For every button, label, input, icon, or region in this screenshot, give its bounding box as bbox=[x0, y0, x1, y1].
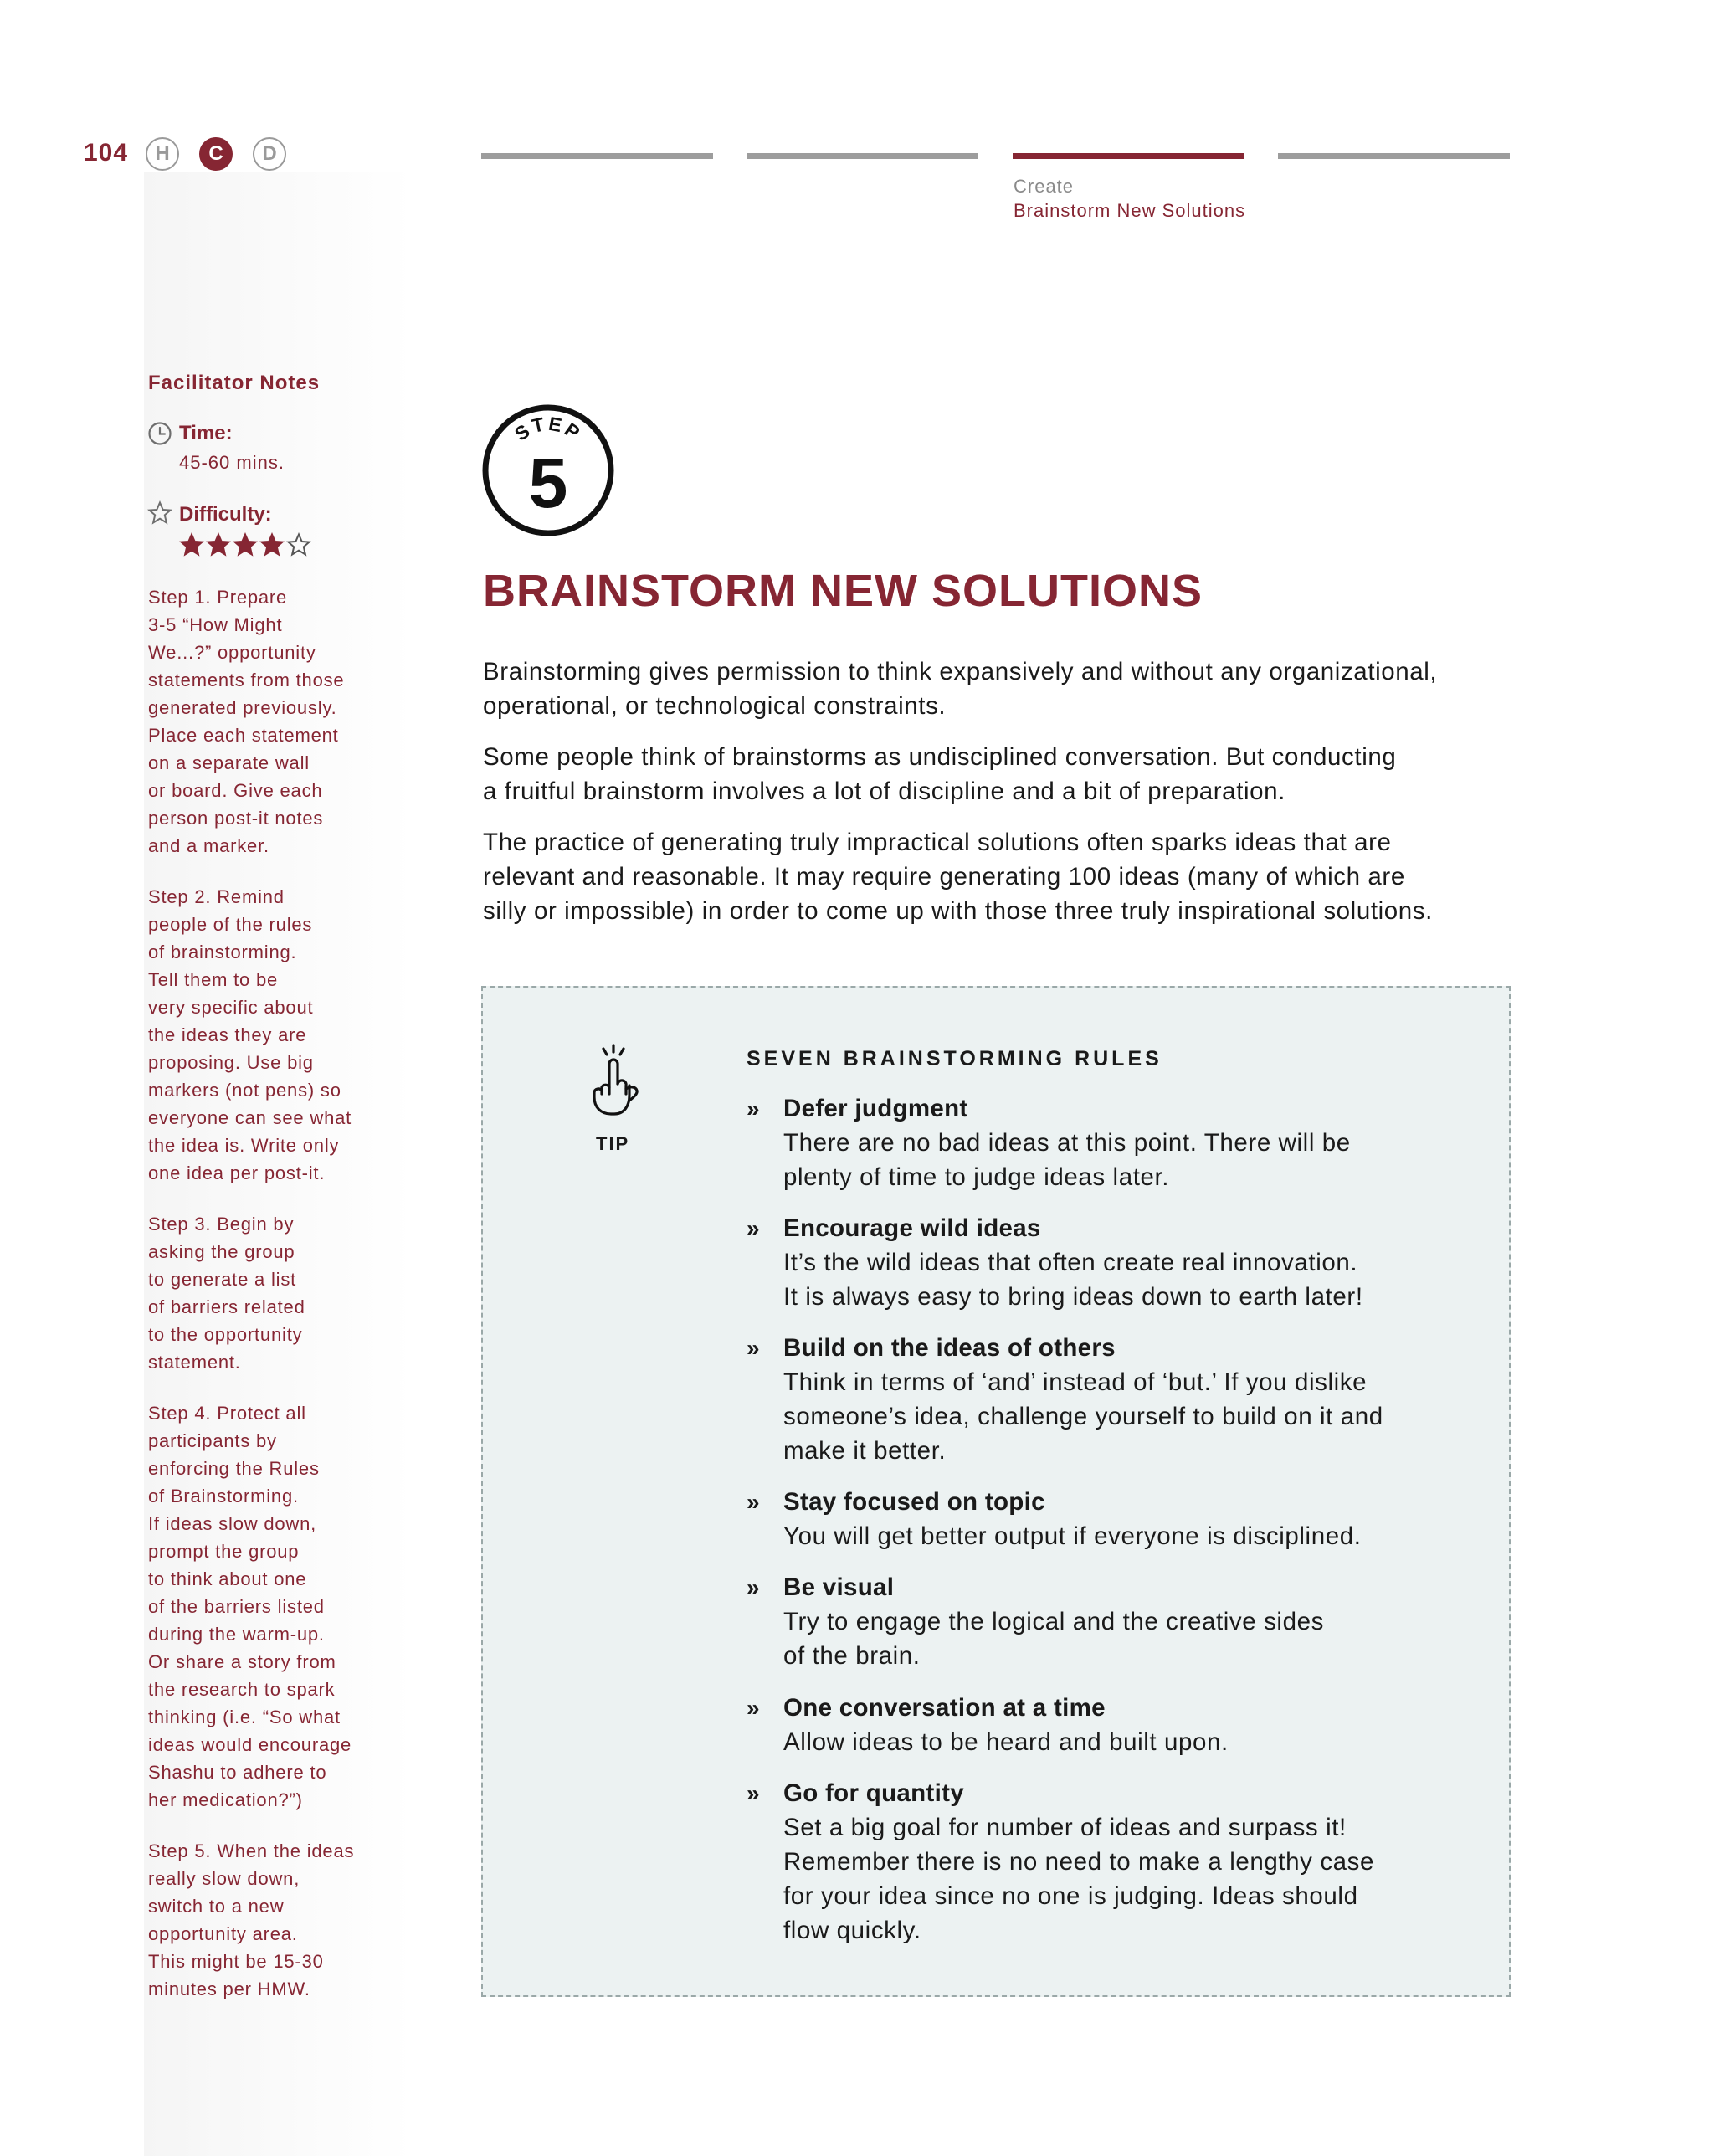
step-number: 5 bbox=[528, 444, 568, 522]
time-value: 45-60 mins. bbox=[179, 452, 285, 473]
page-number: 104 bbox=[84, 139, 129, 167]
difficulty-stars bbox=[179, 532, 311, 557]
note-step-4: Step 4. Protect all participants by enforcing the Rules of Brainstorming. If ideas slow down, prompt the group to think about one of the barriers listed during the warm-up. Or share a story from the research to spark thinking (i.e. “So what ideas would encourage Shashu to adhere to her medication?”) bbox=[148, 1403, 352, 1810]
rule-bullet: » bbox=[747, 1096, 760, 1122]
rule-bullet: » bbox=[747, 1780, 760, 1806]
rule-bullet: » bbox=[747, 1574, 760, 1600]
rule-heading: Go for quantity bbox=[783, 1779, 964, 1807]
star-empty-icon bbox=[286, 532, 311, 557]
rule-body: Try to engage the logical and the creative sides of the brain. bbox=[783, 1608, 1324, 1670]
raised-finger-hand-icon bbox=[582, 1042, 645, 1122]
rule-heading: Stay focused on topic bbox=[783, 1488, 1045, 1516]
section-badge-d: D bbox=[253, 137, 286, 171]
progress-step-4 bbox=[1278, 153, 1510, 159]
tip-label: TIP bbox=[596, 1133, 630, 1154]
step-badge bbox=[481, 403, 615, 537]
star-filled-icon bbox=[206, 532, 231, 557]
rule-bullet: » bbox=[747, 1335, 760, 1361]
rule-heading: One conversation at a time bbox=[783, 1694, 1106, 1722]
progress-step-3-active bbox=[1013, 153, 1244, 159]
section-badge-c-active: C bbox=[199, 137, 233, 171]
note-step-2: Step 2. Remind people of the rules of brainstorming. Tell them to be very specific about the ideas they are proposing. Use big markers (not pens) so everyone can see what the idea is. Write only one idea per post-it. bbox=[148, 886, 352, 1183]
star-outline-icon bbox=[147, 501, 172, 526]
rule-heading: Be visual bbox=[783, 1573, 895, 1601]
section-badge-h: H bbox=[146, 137, 179, 171]
progress-step-2 bbox=[747, 153, 978, 159]
breadcrumb-phase: Create bbox=[1014, 176, 1075, 197]
time-label: Time: bbox=[179, 422, 233, 444]
rule-heading: Defer judgment bbox=[783, 1095, 968, 1122]
difficulty-label: Difficulty: bbox=[179, 503, 272, 526]
rule-bullet: » bbox=[747, 1695, 760, 1721]
rule-body: There are no bad ideas at this point. There will be plenty of time to judge ideas later. bbox=[783, 1129, 1351, 1191]
facilitator-notes-title: Facilitator Notes bbox=[148, 372, 321, 394]
rule-body: You will get better output if everyone is disciplined. bbox=[783, 1522, 1362, 1550]
note-step-5: Step 5. When the ideas really slow down, switch to a new opportunity area. This might be 15-30 minutes per HMW. bbox=[148, 1840, 355, 1999]
star-filled-icon bbox=[259, 532, 285, 557]
rule-body: It’s the wild ideas that often create real innovation. It is always easy to bring ideas down to earth later! bbox=[783, 1249, 1363, 1311]
star-filled-icon bbox=[179, 532, 204, 557]
rules-title: SEVEN BRAINSTORMING RULES bbox=[747, 1047, 1162, 1070]
step-word: STEP bbox=[511, 412, 586, 445]
star-filled-icon bbox=[233, 532, 258, 557]
intro-paragraph-1: Brainstorming gives permission to think expansively and without any organizational, operational, or technological constraints. bbox=[483, 658, 1438, 720]
note-step-1: Step 1. Prepare 3-5 “How Might We...?” opportunity statements from those generated previously. Place each statement on a separate wall or board. Give each person post-it notes and a marker. bbox=[148, 587, 345, 856]
rule-body: Allow ideas to be heard and built upon. bbox=[783, 1728, 1229, 1756]
rule-bullet: » bbox=[747, 1489, 760, 1515]
clock-icon bbox=[147, 421, 172, 446]
rule-body: Set a big goal for number of ideas and surpass it! Remember there is no need to make a lengthy case for your idea since no one is judging. Ideas should flow quickly. bbox=[783, 1814, 1375, 1944]
rule-heading: Build on the ideas of others bbox=[783, 1334, 1116, 1362]
page-title: BRAINSTORM NEW SOLUTIONS bbox=[483, 566, 1203, 616]
rule-heading: Encourage wild ideas bbox=[783, 1214, 1041, 1242]
intro-paragraph-3: The practice of generating truly impractical solutions often sparks ideas that are relevant and reasonable. It may require generating 100 ideas (many of which are silly or impossible) in order to come up with those three truly inspirational solutions. bbox=[483, 829, 1433, 925]
breadcrumb-activity: Brainstorm New Solutions bbox=[1014, 200, 1246, 221]
progress-step-1 bbox=[481, 153, 713, 159]
facilitator-notes bbox=[148, 583, 391, 2026]
rule-bullet: » bbox=[747, 1215, 760, 1241]
intro-paragraph-2: Some people think of brainstorms as undisciplined conversation. But conducting a fruitful brainstorm involves a lot of discipline and a bit of preparation. bbox=[483, 743, 1397, 805]
rule-body: Think in terms of ‘and’ instead of ‘but.’ If you dislike someone’s idea, challenge yourself to build on it and make it better. bbox=[783, 1368, 1383, 1465]
note-step-3: Step 3. Begin by asking the group to generate a list of barriers related to the opportunity statement. bbox=[148, 1214, 305, 1373]
